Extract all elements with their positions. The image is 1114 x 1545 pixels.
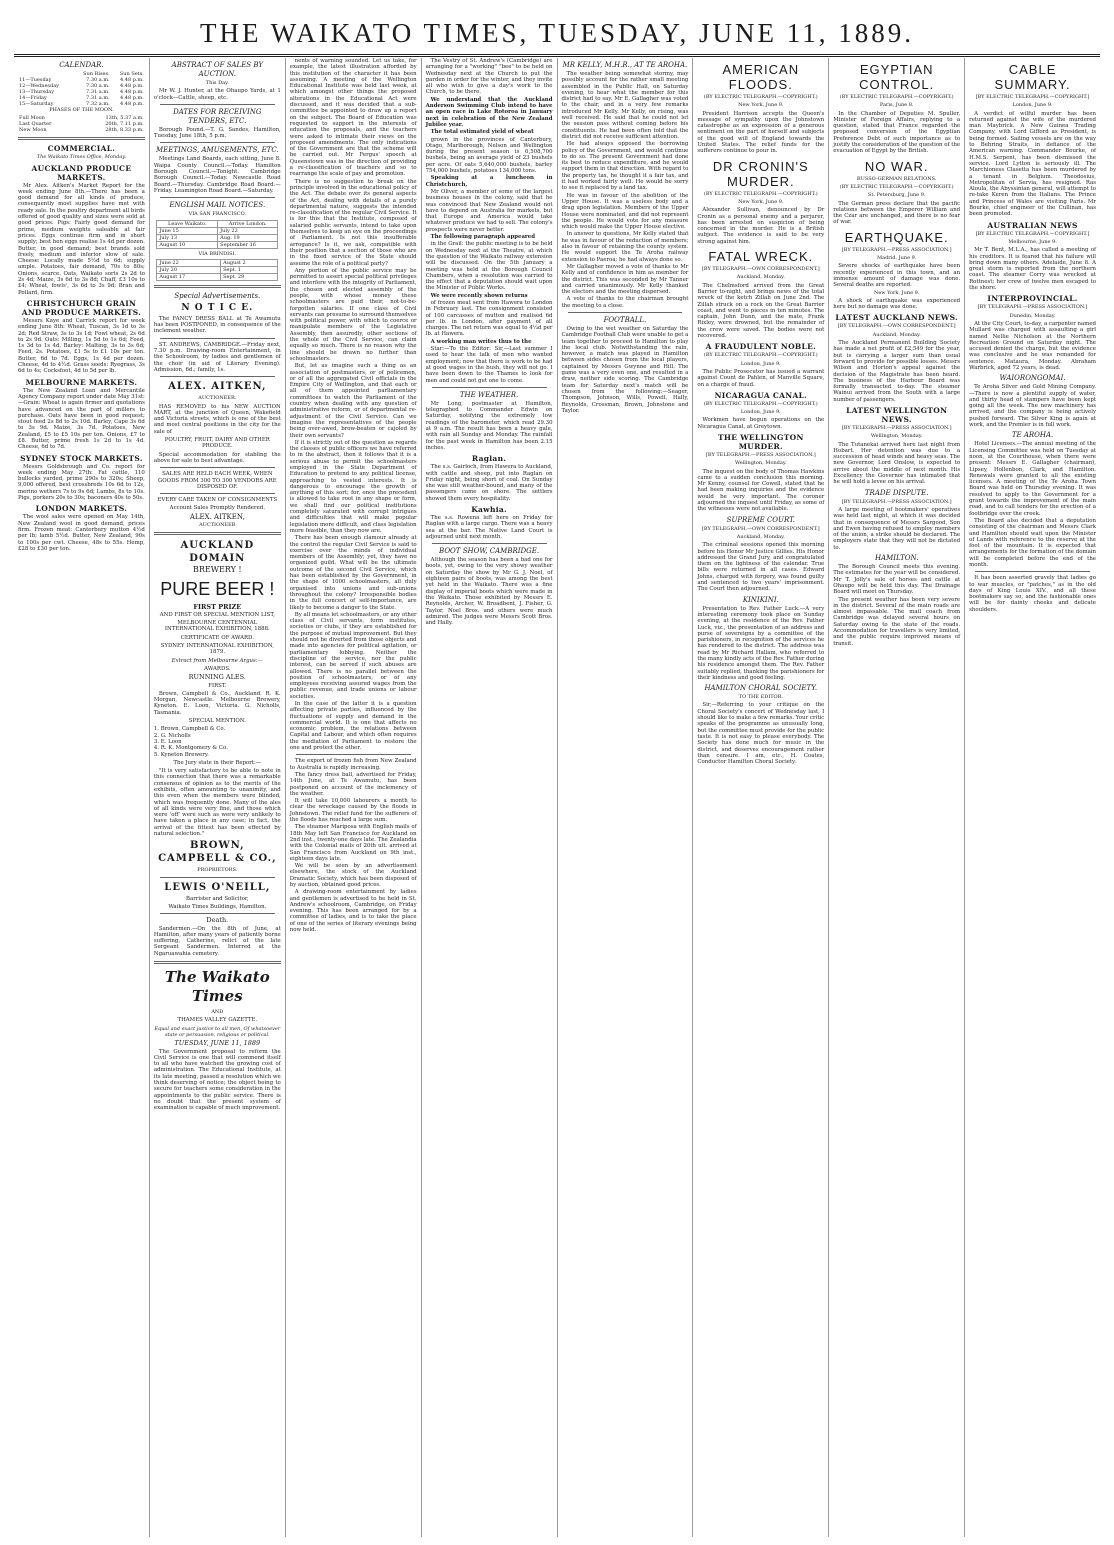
bcc-sub: PROPRIETORS. [197, 867, 238, 874]
mails-row: June 22 August 2 [157, 259, 278, 266]
football-title: FOOTBALL. [603, 315, 647, 324]
cronin-body: Alexander Sullivan, denounced by Dr Cronin as a personal enemy and a perjurer, has been arrested on suspicion of being concerned in the murder. He is a British subject. The evidence is said to be very strong against him. [697, 207, 825, 245]
kawhia-body: The s.s. Rowena left here on Friday for Raglan with a large cargo. There was a heavy sea at the bar. The Native Land Court is adjourned until next month. [425, 515, 553, 540]
auckland-body: Mr Alex. Aitken's Market Report for the week ending June 8th.—There has been a good demand for all kinds of produce, consequently most supplies have met with ready sale. In the poultry department all birds offered of good quality and sizes were sold at good prices. Pigs: Fairly good demand for prime, medium weights saleable at fair prices. Eggs continue firm and in short supply; best hen eggs realise 1s 4d per dozen. Butter, in good demand; best brands sold freely, medium and inferior slow of sale. Cheese: Locally made 5½d to 6d; supply ample. Potatoes, fair demand, 70s to 80s; Onions, scarce. Oats, Waikato sorts 2s 2d to 2s 4d; Maize, 3s 6d to 3s 8d; Chaff, £3 10s to £4; Wheat, fowls', 3s 6d to 3s 9d; Bran and Pollard, firm. [18, 182, 145, 296]
masthead [14, 14, 1100, 57]
nowar-sub: RUSSO-GERMAN RELATIONS. [856, 175, 937, 182]
sales-date: This Day. [205, 80, 229, 86]
egypt-title: EGYPTIAN CONTROL. [859, 62, 935, 92]
tearoha-body: Hotel Licenses.—The annual meeting of the Licensing Committee was held on Tuesday at noon, at the Courthouse, when there were present: Messrs E. Gallagher (chairman), Lipsey, Hollenbon, Clark, and Hamilton. Renewals were granted to all the existing licenses. A meeting of the Te Aroha Town Board was held on Thursday evening. It was resolved to apply to the Government for a grant towards the improvement of the main road, and to call tenders for the erection of a footbridge over the creek. [969, 441, 1096, 517]
sales-title: ABSTRACT OF SALES BY AUCTION. [171, 61, 263, 78]
calendar-row: 14—Friday 7.31 a.m. 4.48 p.m. [19, 95, 144, 101]
oneill-title: LEWIS O'NEILL, [164, 881, 271, 893]
calendar-row: 11—Tuesday 7.30 a.m. 4.48 p.m. [19, 77, 144, 83]
paper-and: AND [211, 1009, 224, 1016]
weather-title: THE WEATHER. [459, 390, 519, 399]
awards: AWARDS. [204, 665, 231, 672]
melbourne-title: MELBOURNE MARKETS. [25, 377, 138, 387]
column-7 [828, 58, 964, 1537]
mails-sub2: VIA BRINDISI. [198, 250, 237, 257]
fraud-date: London, June 9. [740, 360, 781, 367]
news-item: The steamer Mariposa with English mails of 18th May left San Francisco for Auckland on 2nd inst., twenty-one days late. The Zealandia with the Colonial mails of 20th ult. arrived at San Francisco from Auckland on 9th inst., eighteen days late. [289, 824, 417, 862]
cable-title: CABLE SUMMARY. [994, 62, 1071, 92]
aitken-sign: ALEX. AITKEN, [189, 512, 245, 521]
divider [160, 877, 275, 878]
news-item: in the Grail: the public meeting is to be held on Wednesday next at the Theatre, at which the question of the Waikato railway extension will be discussed. On the 5th January a meeting was held at the Borough Council Chambers, when a resolution was carried to the effect that a deputation should wait upon the Minister of Public Works. [425, 241, 553, 292]
news-item: The Vestry of St. Andrew's (Cambridge) are arranging for a "working" "bee" to be held on Wednesday next at the Church to put the garden in order for the winter, and they invite all who wish to give a day's work to the Church, to be there. [425, 58, 553, 96]
meetings-title: MEETINGS, AMUSEMENTS, ETC. [155, 146, 279, 155]
egypt-date: Paris, June 8. [879, 102, 914, 109]
aitken-footer: Special accommodation for stabling the above for sale to best advantage. [153, 451, 281, 464]
nicaragua-title: NICARAGUA CANAL. [714, 390, 808, 400]
cable-date: London, June 9. [1012, 102, 1053, 109]
football-body: Owing to the wet weather on Saturday the Cambridge Football Club were unable to get a team together to proceed to Hamilton to play the local club. Notwithstanding the rain, however, a match was played in Hamilton between sides chosen from the local players, captained by Messrs Gwynne and Hill. The game was a very even one, and resulted in a draw, neither side scoring. The Cambridge team for Saturday next's match will be chosen from the following:—Seager, Thompson, Johnson, Wills, Powell, Hally, Reynolds, Crossman, Brown, Johnstone and Taylor. [561, 325, 689, 414]
boot-title: BOOT SHOW, CAMBRIDGE. [439, 547, 540, 556]
latest-wellington-title: LATEST WELLINGTON NEWS. [846, 405, 948, 424]
prize-sub: AND FIRST OR SPECIAL MENTION LIST, [159, 611, 275, 618]
kelly-body: A vote of thanks to the chairman brought the meeting to a close. [561, 296, 689, 309]
egypt-sub: (BY ELECTRIC TELEGRAPH.—COPYRIGHT.) [839, 94, 954, 100]
nicaragua-sub: (BY ELECTRIC TELEGRAPH.—COPYRIGHT.) [703, 400, 818, 407]
divider [160, 197, 275, 198]
trade-title: TRADE DISPUTE. [864, 488, 929, 497]
column-6 [692, 58, 828, 1537]
interprovincial-date: Dunedin, Monday. [1009, 312, 1056, 319]
kelly-body: He was in favour of the abolition of the Upper House. It was a useless body and a drag upon legislation. Members of the Upper House were nominated, and did not represent the people. He would vote for any measure which would make the Upper House elective. [561, 192, 689, 231]
news-item: The export of frozen fish from New Zealand to Australia is rapidly increasing. [289, 758, 417, 771]
kinikini-body: Presentation to Rev. Father Luck.—A very interesting ceremony took place on Sunday evening, at the residence of the Rev. Father Luck, viz., the presentation of an address and purse of sovereigns by a committee of the parishioners, in recognition of the services he has rendered to the district. The address was read by Mr Richard Hallam, who referred to the many kindly acts of the Rev. Father during his residence amongst them. The Rev. Father suitably replied, thanking the parishioners for their kindness and good feeling. [697, 605, 825, 681]
bcc-title: BROWN, CAMPBELL & CO., [158, 840, 277, 865]
column-8 [964, 58, 1100, 1537]
divider [975, 571, 1090, 572]
quake-body: Severe shocks of earthquake have been recently experienced in this town, and an immense amount of damage was done. Several deaths are reported. [833, 263, 961, 289]
christchurch-body: Messrs Kaye and Carrick report for week ending June 8th: Wheat, Tuscan, 3s 1d to 3s 2d; Red Straw, 3s to 3s 1d; Fowl wheat, 2s 6d to 2s 9d. Oats: Milling, 1s 5d to 1s 6d; Feed, 1s 3d to 1s 4d. Barley: Malting, 3s to 3s 6d; Feed, 2s. Potatoes, £1 5s to £1 10s per ton. Butter, 6d to 7d. Eggs, 1s 4d per dozen. Cheese, 4d to 4½d. Grass seeds: Ryegrass, 3s 6d to 4s; Cocksfoot, 4d to 5d per lb. [18, 317, 145, 375]
wellington-title: THE WELLINGTON MURDER. [718, 432, 804, 451]
nicaragua-date: London, June 9. [740, 409, 781, 416]
column-3 [285, 58, 421, 1537]
egypt-body: In the Chamber of Deputies M. Spuller, Minister of Foreign Affairs, replying to a question, stated that France regarded the proposed conversion of the Egyptian Preference Debt of such importance as to justify the consideration of the question of the evacuation of Egypt by the British. [833, 110, 961, 155]
divider [160, 104, 275, 105]
divider [154, 532, 281, 535]
kawhia-title: Kawhia. [471, 505, 507, 514]
hamilton-choral-body: Sir,—Referring to your critique on the Choral Society's concert of Wednesday last, I should like to make a few remarks. Your critic speaks of the programme as unusually long, but the committee must provide for the public taste. It is not easy to please everybody. The Society has done much for music in the district, and deserves encouragement rather than censure. I am, etc., H. Coates, Conductor Hamilton Choral Society. [697, 702, 825, 766]
london-title: LONDON MARKETS. [35, 504, 128, 514]
editorial-paragraph: In the case of the latter it is a question affecting private parties, influenced by the fluctuations of supply and demand in the commercial world. It is one that affects no economic problem, the relations between Capital and Labour, and which often requires the mediation of Parliament to restore the one and protect the other. [289, 700, 417, 752]
nowar-body: The German press declare that the pacific relations between the Emperor William and the Czar are unchanged, and there is no fear of war. [833, 200, 961, 226]
court-sub: [BY TELEGRAPH.—OWN CORRESPONDENT.] [701, 525, 820, 532]
certificate: CERTIFICATE OF AWARD. [180, 634, 254, 641]
fraud-title: A FRAUDULENT NOBLE. [705, 342, 817, 352]
australian-title: AUSTRALIAN NEWS [987, 220, 1078, 230]
hamilton-choral-sub: TO THE EDITOR. [738, 694, 783, 701]
moon-row: Last Quarter 20th, 7.11 p.m. [19, 121, 144, 128]
wellington-date: Wellington, Monday. [735, 460, 787, 467]
court-title: SUPREME COURT. [726, 515, 795, 524]
pure-beer: PURE BEER ! [160, 578, 275, 599]
mails-row: August 10 September 16 [157, 241, 278, 248]
death-title: Death. [206, 916, 229, 925]
news-item: The present weather has been very severe in the district. Several of the main roads are almost impassable. The mail coach from Cambridge was delayed several hours on Saturday owing to the state of the roads. Accommodation for travellers is very limited, and the public require improved means of transit. [833, 596, 961, 647]
hamilton-body: The Borough Council meets this evening. The estimates for the year will be considered. Mr T. Jolly's sale of horses and cattle at Ohaupo will be held this day. The Drainage Board will meet on Thursday. [833, 564, 961, 596]
cable-body: A verdict of wilful murder has been returned against the wife of the murdered man Maybrick. A New Guinea Trading Company, with Lord Gifford as President, is being formed. Sailing vessels are on the way to Behring Straits, in defiance of the American warning. Commander Bourke, of H.M.S. Serpent, has been dismissed the service. Lord Lytton is seriously ill. The Marchioness Clasetta has been murdered by a tenant in Belgium. Theodosius, Metropolitan of Servia, has resigned. Ras Aloula, the Abyssinian general, will attempt to re-take Keren from the Italians. The Prince and Princess of Wales are visiting Paris. Mr Bourke, chief engineer of the Cullinan, has been promoted. [969, 110, 1096, 218]
cronin-date: New York, June 9. [738, 198, 784, 205]
meetings-body: Meetings Land Boards, each sitting, June 8. Waipa County Council.—Today. Hamilton Borough Council.—Tonight. Cambridge Borough Council.—Today. Newcastle Road Board.—Thursday. Cambridge Road Board.—Friday. Leamington Road Board.—Saturday. [153, 156, 281, 194]
aitken-body: HAS REMOVED to his NEW AUCTION MART, at the junction of Queen, Wakefield and Victoria streets, which is one of the best and most central positions in the city for the sale of [153, 403, 281, 435]
mails-table-2 [156, 259, 278, 281]
latest-auckland-date: Auckland, Monday. [872, 331, 921, 338]
editorial-paragraph: But, let us imagine such a thing as an association of postmasters, or of policemen, or of all the aggregated Civil officials in the Empire City of Wellington, and that each or all of them appointed parliamentary committees to watch the Parliament of the country when dealing with any question of administrative reform, or of departmental re-adjustment of the Civil Service. Can we imagine the representatives of the people being over-awed, brow-beaten or cajoled by their own servants? [289, 363, 417, 439]
special-list-item: 5. Kyneton Brewery. [153, 751, 209, 758]
raglan-body: The s.s. Gairloch, from Hawera to Auckland, with cattle and sheep, put into Raglan on Friday night, being short of coal. On Sunday she was still weather-bound, and many of the passengers came on shore. The settlers showed them every hospitality. [425, 464, 553, 502]
floods-sub: (BY ELECTRIC TELEGRAPH.—COPYRIGHT.) [703, 94, 818, 100]
trade-body: A large meeting of bootmakers' operatives was held last night, at which it was decided that in consequence of Messrs Sargood, Son and Ewen having refused to employ members of the union, a strike should be declared. The employers state that they will not be dictated to. [833, 506, 961, 551]
floods-date: New York, June 9. [738, 102, 784, 109]
standrews-body: ST. ANDREWS, CAMBRIDGE.—Friday next, 7.30 p.m. Drawing-room Entertainment, in the Schoolroom, by ladies and gentlemen of the choir (in aid of Literary Evening). Admission, 6d.; family, 1s. [153, 341, 281, 373]
divider [18, 137, 145, 140]
interprovincial-sub: [BY TELEGRAPH.—PRESS ASSOCIATION.] [977, 304, 1088, 311]
divider [432, 543, 547, 544]
moon-table [18, 115, 145, 133]
waiorongomai-title: WAIORONGOMAI. [999, 374, 1066, 383]
news-item: It has been asserted gravely that ladies go to war muscles, or "patches," as in the old days of King Louis XIV., and all these bootmakers say so, and the fashionable ones will be for dainty cheeks and delicate shoulders. [969, 575, 1096, 613]
news-item: of frozen meat sent from Hawera to London in February last. The consignment consisted of 100 carcasses of mutton and realised 6d per lb. in London, after payment of all charges. The net return was equal to 4¼d per lb. at Hawera. [425, 299, 553, 338]
weekly-sales: SALES ARE HELD EACH WEEK, WHEN GOODS FROM 300 TO 300 VENDORS ARE DISPOSED OF. [157, 471, 277, 490]
news-item: It will take 10,000 labourers a month to clear the wreckage caused by the floods in Johnstown. The relief fund for the sufferers of the floods has reached a large sum. [289, 798, 417, 824]
first-body: Brown, Campbell & Co., Auckland. R. K. Morgan, Newcastle. Melbourne Brewery, Kyneton. E. Loon, Victoria. G. Nicholls, Tasmania. [153, 690, 281, 716]
paper-title: The Waikato Times [164, 968, 270, 1006]
jury-body: "It is very satisfactory to be able to note in this connection that there was a remarkable consensus of opinion as to the merits of the exhibits, often amounting to unanimity, and this even when the members were blinded, which was frequently done. Many of the ales of all kinds were very fine, and those which were 'off' were such as were very unlikely to have taken a place in any case; in fact, the arrival of the fittest has been effected by natural selection." [153, 768, 281, 838]
news-item-lead: A working man writes thus to the [430, 338, 532, 345]
special-list-item: 3. E. Loon [153, 738, 182, 745]
brewery-sub: BREWERY ! [193, 565, 242, 575]
kelly-body: In answer to questions, Mr Kelly stated that he was in favour of the reduction of members; also in favour of retaining the county system. He would support the Te Aroha railway extension to Paeroa; he had always done so. [561, 231, 689, 263]
wellington-sub: [BY TELEGRAPH.—PRESS ASSOCIATION.] [705, 451, 816, 458]
kelly-title: MR KELLY, M.H.R., AT TE AROHA. [562, 61, 688, 69]
sales-body: Mr W. J. Hunter, at the Ohaupo Yards, at 1 o'clock—Cattle, sheep, etc. [153, 88, 281, 101]
aitken-sub: AUCTIONEER. [198, 395, 237, 402]
calendar-row: 13—Thursday 7.31 a.m. 4.48 p.m. [19, 89, 144, 95]
fatal-sub: [BY TELEGRAPH.—OWN CORRESPONDENT.] [701, 266, 820, 273]
moon-row: New Moon 28th, 8.33 p.m. [19, 127, 144, 134]
column-5 [557, 58, 693, 1537]
column-2 [149, 58, 285, 1537]
news-item: Star:—To the Editor: Sir,—Last summer I used to hear the talk of men who wanted employment; now that there is work to be had at good wages in the bush, they will not go. I have been down to the Thames to look for men and could not get one to come. [425, 346, 553, 384]
special-list-item: 1. Brown, Campbell & Co. [153, 726, 226, 733]
hamilton-choral-title: HAMILTON CHORAL SOCIETY. [704, 684, 818, 693]
editorial-paragraph: By all means let schoolmasters, or any other class of Civil servants, form institutes, societies or clubs, if they are established for the purpose of mutual improvement. But they should not be diverted from those objects and made into agencies for political agitation, or parliamentary lobbying. Neither the discipline of the service, nor the public interest, can be served if such abuses are allowed. There is no parallel between the position of schoolmasters, or of any employees receiving assured wages from the public revenue, and trade unions or labour societies. [289, 611, 417, 700]
australian-sub: [BY ELECTRIC TELEGRAPH.—COPYRIGHT.] [975, 230, 1090, 237]
divider [160, 376, 275, 377]
calendar-head: Sun Rises. Sun Sets. [83, 71, 144, 77]
latest-wellington-body: The Tutanekai arrived here last night from Hobart. Her detention was due to a succession of head winds and heavy seas. The new Governor, Lord Onslow, is expected to arrive about the middle of next month. His Excellency the Governor has intimated that he will hold a levee on his arrival. [833, 441, 961, 486]
news-item: The fancy dress ball, advertised for Friday, 14th June, at Te Awamutu, has been postponed on account of the inclemency of the weather. [289, 771, 417, 797]
mails-row: August 17 Sept. 29 [157, 273, 278, 280]
nowar-copy: (BY ELECTRIC TELEGRAPH.—COPYRIGHT.) [839, 183, 954, 190]
weather-body: Mr Long, postmaster at Hamilton, telegraphed to Commander Edwin on Saturday, notifying the extremely low readings of the barometer, which read 29.30 at 9 a.m. The result has been a heavy gale, with rain all Sunday and Monday. The rainfall for the past week in Hamilton has been 2.15 inches. [425, 400, 553, 451]
hamilton-title: HAMILTON. [874, 554, 919, 563]
editorial-paragraph: There has been enough clamour already at the control the regular Civil Service is said to exercise over the minds of individual members of the Assembly; yet, they have no organized guild. What will be the ultimate outcome of the second Civil Service, which has been established by the Government, in the shape of 1000 schoolmasters, all duly organised into unions and sub-unions throughout the colony? Irresponsible bodies in the full concert of self-importance, are likely to become a danger to the State. [289, 535, 417, 611]
column-4 [421, 58, 557, 1537]
special-mention: SPECIAL MENTION. [188, 718, 246, 725]
calendar-table [18, 71, 145, 107]
divider [160, 493, 275, 494]
wellington-body: The inquest on the body of Thomas Hawkins came to a sudden conclusion this morning. Mr Kenny, counsel for Cowell, stated that he had been making inquiries and the evidence would be very important. The coroner adjourned the inquest until Friday, as some of the witnesses were not available. [697, 468, 825, 513]
moon-row: Full Moon 13th, 5.37 a.m. [19, 115, 144, 122]
cronin-title: DR CRONIN'S MURDER. [712, 158, 809, 189]
court-body: The criminal sessions opened this morning before his Honor Mr Justice Gillies. His Honor addressed the Grand Jury, and congratulated them on the lightness of the calendar. True bills were returned in all cases. Edward Johns, charged with forgery, was found guilty and sentenced to two years' imprisonment. The Court then adjourned. [697, 542, 825, 593]
divider [160, 467, 275, 468]
christchurch-title: CHRISTCHURCH GRAIN AND PRODUCE MARKETS. [21, 298, 142, 317]
australian-body: Mr T. Bent, M.L.A., has called a meeting of his creditors. It is feared that his failure will bring down many others. Adelaide, June 8. A great storm is reported from the northern coast. The steamer Corry was wrecked at Rottnest; her crew of twelve men escaped to the shore. [969, 247, 1096, 292]
masthead-title: THE WAIKATO TIMES, TUESDAY, JUNE 11, 1889. [199, 18, 915, 48]
oneill-addr: Waikato Times Buildings, Hamilton. [168, 903, 267, 910]
quake-date: Madrid, June 9. [876, 255, 917, 262]
mails-head: Leave Waikato. Arrive London. [157, 220, 278, 227]
calendar-title: CALENDAR. [59, 61, 104, 69]
divider [160, 142, 275, 143]
kinikini-title: KINIKINI. [742, 595, 779, 604]
special-list-item: 4. R. K. Montgomery & Co. [153, 745, 228, 752]
boot-body: Although the season has been a bad one for boots, yet, owing to the very showy weather on Saturday the show by Mr G. J. Noel, of eighteen pairs of boots, was among the best yet held in the Waikato. There was a fine display of imperial boots which were made in the Waikato. Those exhibited by Messrs E. Reynolds, Archer, W. Broadbent, J. Fisher, G. Taylor, Noel Bros. and others were much admired. The judges were Messrs Scott Bros. and Hally. [425, 557, 553, 627]
tenders-body: Borough Pound.—T. G. Sandes, Hamilton, Tuesday, June 18th, 5 p.m. [153, 126, 281, 140]
divider [154, 961, 281, 964]
auckland-title: AUCKLAND PRODUCE MARKETS. [31, 163, 132, 182]
news-item: We will be seen by an advertisement elsewhere, the stock of the Auckland Dramatic Society, which has been disposed of by auction, obtained good prices. [289, 863, 417, 888]
fraud-body: The Public Prosecutor has issued a warrant against Count de Pahlen, of Manville Square, on a charge of fraud. [697, 368, 825, 388]
sydney-body: Messrs Goldsbrough and Co. report for week ending May 27th: Fat cattle, 110 bullocks yarded, prime 290s to 320s; Sheep, 9,000 offered, best crossbreds 10s 6d to 12s, merino wethers 7s to 9s 6d; Lambs, 8s to 10s. Pigs, porkers 20s to 30s; baconers 40s to 50s. [18, 463, 145, 502]
nowar-title: NO WAR. [864, 158, 929, 174]
mails-row: July 20 Sept. 1 [157, 266, 278, 273]
brewery-title: AUCKLAND DOMAIN [180, 540, 255, 565]
cable-sub: [BY ELECTRIC TELEGRAPH.—COPYRIGHT.] [975, 94, 1090, 100]
kelly-body: The weather being somewhat stormy, may possibly account for the rather small meeting assembled in the Public Hall, on Saturday evening, to hear what the member for this district had to say. Mr E. Gallagher was voted to the chair, and in a very few remarks introduced Mr Kelly. Mr Kelly, on rising, was well received. He said that he could not let the session pass without coming before his constituents. He had been often told that the district did not receive sufficient attention. [561, 71, 689, 140]
divider [154, 285, 281, 288]
fatal-date: Auckland, Monday. [736, 274, 785, 281]
mails-row: June 15 July 22 [157, 227, 278, 234]
running-ales: RUNNING ALES. [188, 673, 246, 682]
tearoha-title: TE AROHA. [1011, 431, 1054, 440]
sydney-exhibition: SYDNEY INTERNATIONAL EXHIBITION, 1879. [160, 643, 274, 656]
notice-body: The FANCY DRESS BALL at Te Awamutu has been POSTPONED, in consequence of the inclement weather. [153, 315, 281, 335]
calendar-row: 15—Saturday 7.32 a.m. 4.48 p.m. [19, 101, 144, 107]
australian-date: Melbourne, June 9. [1008, 238, 1057, 245]
care-taken: EVERY CARE TAKEN OF CONSIGNMENTS [157, 497, 278, 504]
first: FIRST. [208, 682, 227, 689]
jury: The Jury state in their Report:— [173, 759, 262, 766]
editorial-paragraph: nents of warning sounded. Let us take, for example, the latest illustration afforded by this institution of the character it has been assuming. A meeting of the Wellington Educational Institute was held last week, at which amongst other things the proposed alterations in the Educational Act were discussed, and it was decided that a sub-committee be appointed to draw up a report on the subject. The Board of Education was requested to support in the interests of education the proposals, and the teachers were asked to intimate their views on the proposed amendments. The only indications of the Government are that the scheme will be carried out. Mr Fergus' speech at Queenstown was in the direction of providing a re-classification of teachers and so to rearrange the scale of pay and promotion. [289, 58, 417, 178]
aitken-title: ALEX. AITKEN, [168, 381, 267, 393]
special-list-item: 2. G. Nicholls [153, 732, 191, 739]
melbourne-body: The New Zealand Loan and Mercantile Agency Company report under date May 31st:—Grain: Wheat is again firmer and quotations have advanced on the part of millers to purchase. Oats have been in good request; stout feed 2s 8d to 2s 10d. Barley, Cape 3s 6d to 3s 9d. Maize, 3s 7d. Potatoes, New Zealand, £5 to £5 10s per ton. Onions, £7 to £8. Butter, prime fresh 1s 2d to 1s 4d. Cheese, 6d to 7d. [18, 387, 145, 451]
aitken-sign-sub: AUCTIONEER [199, 521, 236, 528]
newspaper-columns [14, 58, 1100, 1537]
waiorongomai-body: Te Aroha Silver and Gold Mining Company.—There is now a plentiful supply of water, and thirty head of stampers have been kept going all the week. The new machinery has arrived, and the company is being actively pushed forward. The Silver King is again at work, and the Premier is in full work. [969, 384, 1096, 429]
floods-body: President Harrison accepts the Queen's message of sympathy upon the Johnstown catastrophe as an expression of a generous sentiment on the part of herself and subjects of the good will of England towards the United States. The relief funds for the sufferers continue to pour in. [697, 110, 825, 155]
commercial-sub: The Waikato Times Office, Monday. [36, 154, 127, 161]
editorial-paragraph: There is no suggestion to break on the principle involved in the educational policy of the Act. The debate over its general aspects of the Act, dealing with details of a purely departmental nature, suggests the intended re-classification of the regular Civil Service. It is for this that the Institute, composed of salaried public servants, intend to take upon themselves to keep an eye on the proceedings of Parliament. Is not this insufferable arrogance? Is it, we ask, compatible with their position that a section of those who are in the fixed service of the State should assume the role of a political party? [289, 178, 417, 267]
moon-title: PHASES OF THE MOON. [49, 107, 114, 113]
news-item-lead: The following paragraph appeared [430, 234, 535, 241]
sydney-title: SYDNEY STOCK MARKETS. [20, 453, 143, 463]
aitken-goods: POULTRY, FRUIT, DAIRY AND OTHER PRODUCE. [164, 437, 270, 450]
quake-title: EARTHQUAKE. [844, 229, 949, 245]
raglan-title: Raglan. [471, 454, 507, 464]
kelly-body: Mr Gallagher moved a vote of thanks to Mr Kelly and of confidence in him as member for the district. This was seconded by Mr Tanner and carried unanimously. Mr Kelly thanked the electors and the meeting dispersed. [561, 263, 689, 296]
divider [432, 387, 547, 388]
latest-auckland-body: The Auckland Permanent Building Society has made a net profit of £2,549 for the year, but is carrying a larger sum than usual forward to provide for possible losses. Messrs Wilson and Horton's appeal against the decision of the Magistrate has been heard. The business of the Harbour Board was formally transacted to-day. The steamer Wainui arrived from the South with a large number of passengers. [833, 340, 961, 403]
kelly-body: He had always opposed the borrowing policy of the Government, and would continue to do so. The present Government had done its best to reduce expenditure, and he would support them in that direction. With regard to the property tax, he thought it a fair tax, and it had worked fairly well. He would be sorry to see it replaced by a land tax. [561, 141, 689, 192]
news-item: grown in the provinces of Canterbury, Otago, Marlborough, Nelson and Wellington during the present season is 6,508,700 bushels, being an average yield of 23 bushels per acre. Of oats 5,640,000 bushels, barley 754,000 bushels, potatoes 134,000 tons. [425, 136, 553, 175]
editorial-paragraph: If it is strictly out of the question as regards the classes of public officers we have referred to in the abstract, then it follows that it is a serious abuse to permit the schoolmasters employed in the State Department of Education to pretend to any political license, approaching to vested interests. It is dangerous to encourage the growth of anything of this sort; for, once the precedent is allowed to take root in any shape or form, we shall find our political institutions completely saturated with corrupt intrigues and difficulties that will make popular legislation more difficult, and class legislation more feasible, than they now are. [289, 439, 417, 534]
exhibition: MELBOURNE CENTENNIAL INTERNATIONAL EXHIBITION, 1888. [164, 620, 270, 633]
divider [296, 754, 411, 755]
fatal-title: FATAL WRECK. [708, 249, 814, 265]
trade-sub: [BY TELEGRAPH.—PRESS ASSOCIATION.] [841, 498, 952, 505]
interprovincial-body: At the City Court, to-day, a carpenter named Mullard was charged with assaulting a girl named Nellie Nicholson at the Northern Recreation Ground on Saturday night. The accused denied the charge, but the evidence was conclusive and he was remanded for sentence. Mataura, Monday. Abraham Warbrick, aged 72 years, is dead. [969, 320, 1096, 371]
latest-auckland-title: LATEST AUCKLAND NEWS. [835, 313, 958, 323]
notice-title: N O T I C E. [181, 302, 254, 313]
mails-row: July 13 Aug. 19 [157, 234, 278, 241]
news-item: We understand that the Auckland Anderson Swimming Club intend to have an open race in Lake Rotoroa in January next in celebration of the New Zealand Jubilee year. [425, 96, 553, 128]
london-body: The wool sales were opened on May 14th, New Zealand wool in good demand, prices firm. Frozen meat: Canterbury mutton 4½d per lb; lamb 5½d. Butter, New Zealand, 90s to 100s per cwt. Cheese, 48s to 55s. Hemp, £28 to £30 per ton. [18, 514, 145, 552]
fatal-body: The Chelmsford arrived from the Great Barrier to-night, and brings news of the total wreck of the ketch Zillah on June 2nd. The Zillah struck on a rock on the Great Barrier coast, and went to pieces in ten minutes. The captain, John Dunn, and the mate, Frank Rixley, were drowned, but the remainder of the crew were saved. The bodies were not recovered. [697, 282, 825, 340]
news-item-lead: The total estimated yield of wheat [430, 129, 534, 136]
column-1 [14, 58, 149, 1537]
divider [160, 913, 275, 914]
news-item-lead: Speaking at a luncheon in Christchurch, [425, 175, 553, 188]
nicaragua-body: Workmen have begun operations on the Nicaragua Canal, at Greytown. [697, 417, 825, 430]
oneill-sub: Barrister and Solicitor, [186, 895, 249, 902]
fraud-sub: (BY ELECTRIC TELEGRAPH.—COPYRIGHT.) [703, 352, 818, 359]
news-item: Mr Oliver, a member of some of the largest business houses in the colony, said that he was convinced that New Zealand would not have to depend on Australia for markets, but that Europe and America would take whatever produce we had to sell. The colony's prospects were never better. [425, 188, 553, 233]
tearoha-body: The Board also decided that a deputation consisting of the chairman and Messrs Clark and Hamilton should wait upon the Minister of Lands with reference to the reserve at the foot of the mountain. It is expected that arrangements for the formation of the domain will be completed before the end of the month. [969, 517, 1096, 568]
tenders-title: DATES FOR RECEIVING TENDERS, ETC. [173, 107, 262, 125]
latest-wellington-date: Wellington, Monday. [870, 433, 923, 440]
paper-date: TUESDAY, JUNE 11, 1889 [174, 1039, 261, 1048]
quake-body-2: A shock of earthquake was experienced here but no damage was done. [833, 297, 961, 311]
extract: Extract from Melbourne Argus:— [171, 657, 264, 664]
leader-body: The Government proposal to reform the Civil Service is one that will commend itself to all who have watched the growing cost of administration. The Educational Institute, at its late meeting, passed a resolution which we think deserving of notice; the object being to secure for teachers some consideration in the appointments to the public service. There is no doubt that the present system of examination is capable of much improvement. [153, 1048, 281, 1112]
quake-date-2: New York, June 9. [873, 289, 920, 296]
interprovincial-title: INTERPROVINCIAL. [987, 294, 1078, 304]
latest-auckland-sub: [BY TELEGRAPH.—OWN CORRESPONDENT.] [837, 323, 956, 330]
mails-sub: VIA SAN FRANCISCO. [188, 211, 247, 218]
news-item: A drawing-room entertainment by ladies and gentlemen is advertised to be held in St. Andrew's schoolroom, Cambridge, on Friday evening. This has been arranged for by a committee of ladies, and is to take the place of one of the series of literary evenings being now held. [289, 889, 417, 934]
court-date: Auckland, Monday. [736, 533, 785, 540]
calendar-row: 12—Wednesday 7.30 a.m. 4.48 p.m. [19, 83, 144, 89]
editorial-paragraph: Any portion of the public service may be permitted to assert special political privileges and interfere with the integrity of Parliament, the chosen and elected assembly of the people, with whose money these schoolmasters are paid their, not-to-be-forgotten salaries. If one class of Civil servants can presume to surround themselves with political power, with which to coerce or manipulate members of the Legislative Assembly, then assuredly, other sections of the whole of the Civil Service, can claim equally so much. There is no reason why the line should be drawn no further than schoolmasters. [289, 267, 417, 362]
commercial-title: COMMERCIAL. [47, 144, 116, 154]
divider [160, 338, 275, 339]
paper-sub: THAMES VALLEY GAZETTE. [177, 1017, 258, 1024]
nowar-date: St. Petersburg, June 9. [867, 192, 926, 199]
first-prize: FIRST PRIZE [193, 602, 242, 611]
quake-sub: [BY TELEGRAPH.—PRESS ASSOCIATION.] [841, 246, 952, 253]
account-sales: Account Sales Promptly Rendered. [169, 505, 265, 512]
news-item-lead: We were recently shown returns [430, 292, 528, 299]
cronin-sub: (BY ELECTRIC TELEGRAPH.—COPYRIGHT.) [703, 190, 818, 197]
mails-table [156, 220, 278, 249]
mails-title: ENGLISH MAIL NOTICES. [169, 201, 266, 210]
paper-motto: Equal and exact justice to all men, Of whatsoever state or persuasion, religious or political. [154, 1025, 281, 1038]
special-ads-title: Special Advertisements. [174, 291, 261, 300]
divider [568, 312, 683, 313]
floods-title: AMERICAN FLOODS. [722, 62, 800, 92]
death-body: Sandermen.—On the 8th of June, at Hamilton, after many years of patiently borne suffering, Catherine, relict of the late Sergeant Sandermen. Interred at the Ngaruawahia cemetery. [153, 925, 281, 957]
latest-wellington-sub: [BY TELEGRAPH.—PRESS ASSOCIATION.] [841, 424, 952, 431]
